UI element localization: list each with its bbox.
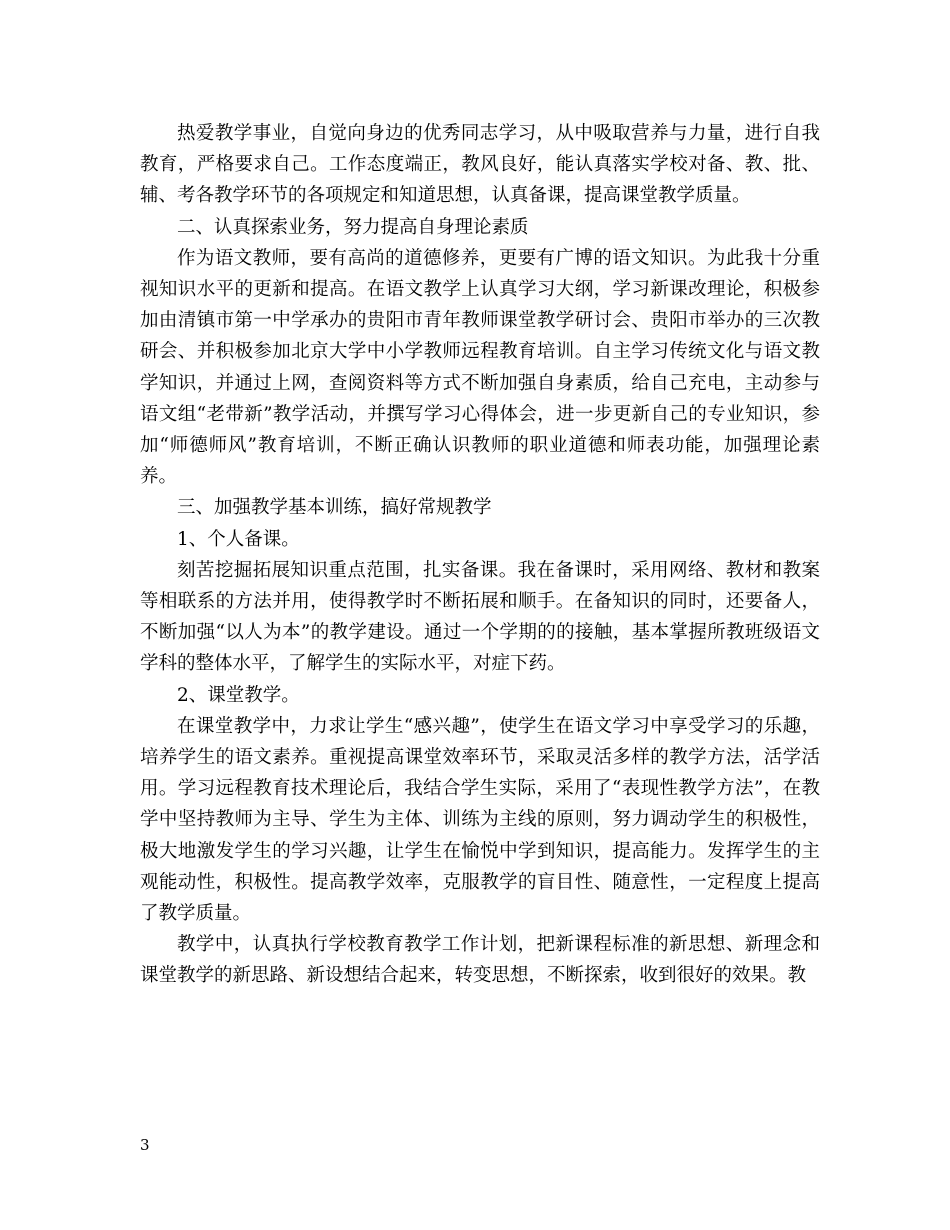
paragraph-1: 热爱教学事业，自觉向身边的优秀同志学习，从中吸取营养与力量，进行自我教育，严格要求自己。工作态度端正，教风良好，能认真落实学校对备、教、批、辅、考各教学环节的各项规定和知道思想，认真备课，提高课堂教学质量。 — [140, 123, 820, 207]
paragraph-teaching-plan: 教学中，认真执行学校教育教学工作计划，把新课程标准的新思想、新理念和课堂教学的新思路、新设想结合起来，转变思想，不断探索，收到很好的效果。教 — [140, 934, 820, 987]
paragraph-classroom-teaching: 在课堂教学中，力求让学生“感兴趣”，使学生在语文学习中享受学习的乐趣，培养学生的语文素养。重视提高课堂效率环节，采取灵活多样的教学方法，活学活用。学习远程教育技术理论后，我结合学生实际，采用了“表现性教学方法”，在教学中坚持教师为主导、学生为主体、训练为主线的原则，努力调动学生的积极性，极大地激发学生的学习兴趣，让学生在愉悦中学到知识，提高能力。发挥学生的主观能动性，积极性。提高教学效率，克服教学的盲目性、随意性，一定程度上提高了教学质量。 — [140, 715, 820, 925]
section-heading-2: 二、认真探索业务，努力提高自身理论素质 — [177, 216, 529, 238]
document-body — [140, 118, 820, 992]
page-number: 3 — [140, 1136, 150, 1154]
paragraph-2: 作为语文教师，要有高尚的道德修养，更要有广博的语文知识。为此我十分重视知识水平的更新和提高。在语文教学上认真学习大纲，学习新课改理论，积极参加由清镇市第一中学承办的贵阳市青年教师课堂教学研讨会、贵阳市举办的三次教研会、并积极参加北京大学中小学教师远程教育培训。自主学习传统文化与语文教学知识，并通过上网，查阅资料等方式不断加强自身素质，给自己充电，主动参与语文组“老带新”教学活动，并撰写学习心得体会，进一步更新自己的专业知识，参加“师德师风”教育培训，不断正确认识教师的职业道德和师表功能，加强理论素养。 — [140, 247, 820, 488]
section-heading-3: 三、加强教学基本训练，搞好常规教学 — [177, 497, 492, 519]
paragraph-lesson-prep: 刻苦挖掘拓展知识重点范围，扎实备课。我在备课时，采用网络、教材和教案等相联系的方法并用，使得教学时不断拓展和顺手。在备知识的同时，还要备人，不断加强“以人为本”的教学建设。通过一个学期的的接触，基本掌握所教班级语文学科的整体水平，了解学生的实际水平，对症下药。 — [140, 559, 820, 675]
subheading-lesson-prep: 1、个人备课。 — [177, 528, 300, 550]
subheading-classroom-teaching: 2、课堂教学。 — [177, 684, 300, 706]
